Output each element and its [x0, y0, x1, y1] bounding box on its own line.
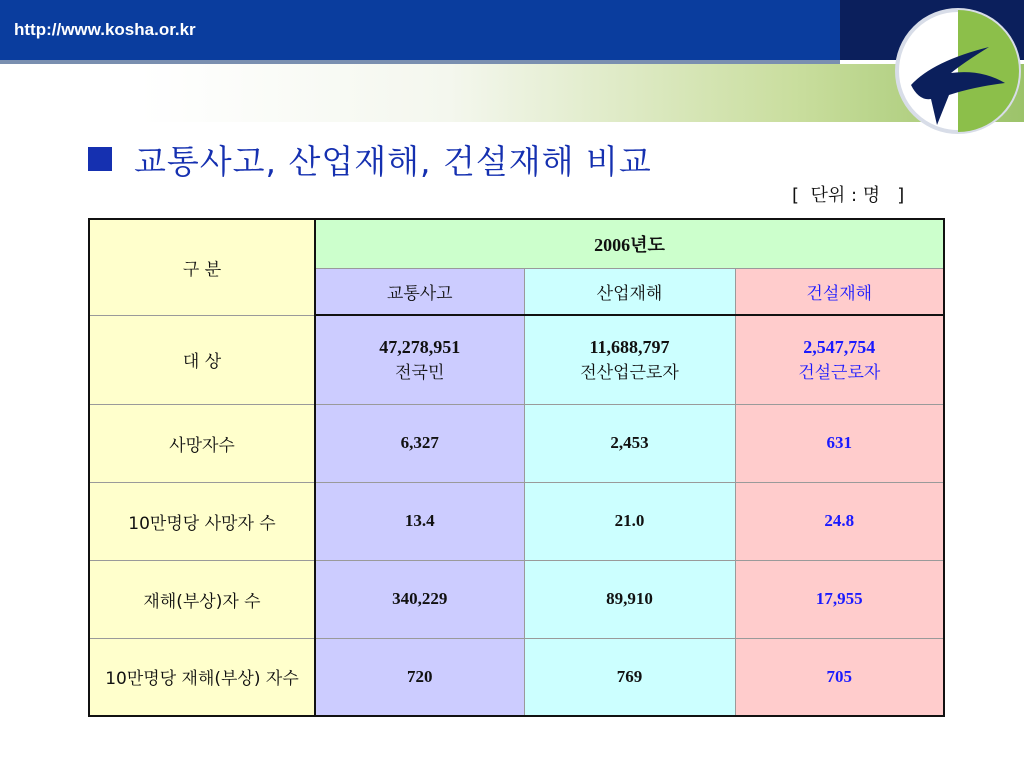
- page-title-text: 교통사고, 산업재해, 건설재해 비교: [134, 142, 652, 181]
- table-cell: [524, 315, 735, 404]
- year-header-cell: [315, 219, 944, 268]
- column-header-construction: 건설재해: [735, 268, 944, 315]
- year-label: 2006년도: [594, 234, 665, 255]
- cell-value: 11,688,797: [589, 336, 670, 357]
- header-label-cell: 구 분: [89, 219, 315, 315]
- header-bar: [0, 0, 840, 60]
- cell-subtext: 건설근로자: [798, 362, 881, 383]
- cell-value: 631: [735, 404, 944, 482]
- cell-value: 89,910: [524, 560, 735, 638]
- row-label: 재해(부상)자 수: [89, 560, 315, 638]
- column-header-traffic: 교통사고: [315, 268, 524, 315]
- row-label: 10만명당 재해(부상) 자수: [89, 638, 315, 716]
- bullet-square-icon: [88, 147, 112, 171]
- table-cell: [735, 315, 944, 404]
- cell-value: 705: [735, 638, 944, 716]
- cell-value: 21.0: [524, 482, 735, 560]
- cell-value: 720: [315, 638, 524, 716]
- row-label: 대 상: [89, 315, 315, 404]
- unit-note: [ 단위 : 명 ]: [792, 185, 905, 206]
- cell-value: 2,453: [524, 404, 735, 482]
- row-label: 사망자수: [89, 404, 315, 482]
- comparison-table: [88, 218, 945, 717]
- cell-value: 6,327: [315, 404, 524, 482]
- cell-value: 17,955: [735, 560, 944, 638]
- cell-value: 769: [524, 638, 735, 716]
- cell-value: 340,229: [315, 560, 524, 638]
- cell-subtext: 전산업근로자: [580, 362, 679, 383]
- site-url[interactable]: http://www.kosha.or.kr: [14, 20, 196, 39]
- header-gradient-band: [140, 64, 1024, 122]
- cell-value: 2,547,754: [803, 336, 876, 357]
- cell-value: 24.8: [735, 482, 944, 560]
- kosha-logo-icon: [893, 3, 1023, 147]
- cell-value: 13.4: [315, 482, 524, 560]
- row-label: 10만명당 사망자 수: [89, 482, 315, 560]
- page-title: [88, 136, 652, 183]
- table-cell: [315, 315, 524, 404]
- cell-value: 47,278,951: [379, 336, 461, 357]
- column-header-industrial: 산업재해: [524, 268, 735, 315]
- cell-subtext: 전국민: [395, 362, 445, 383]
